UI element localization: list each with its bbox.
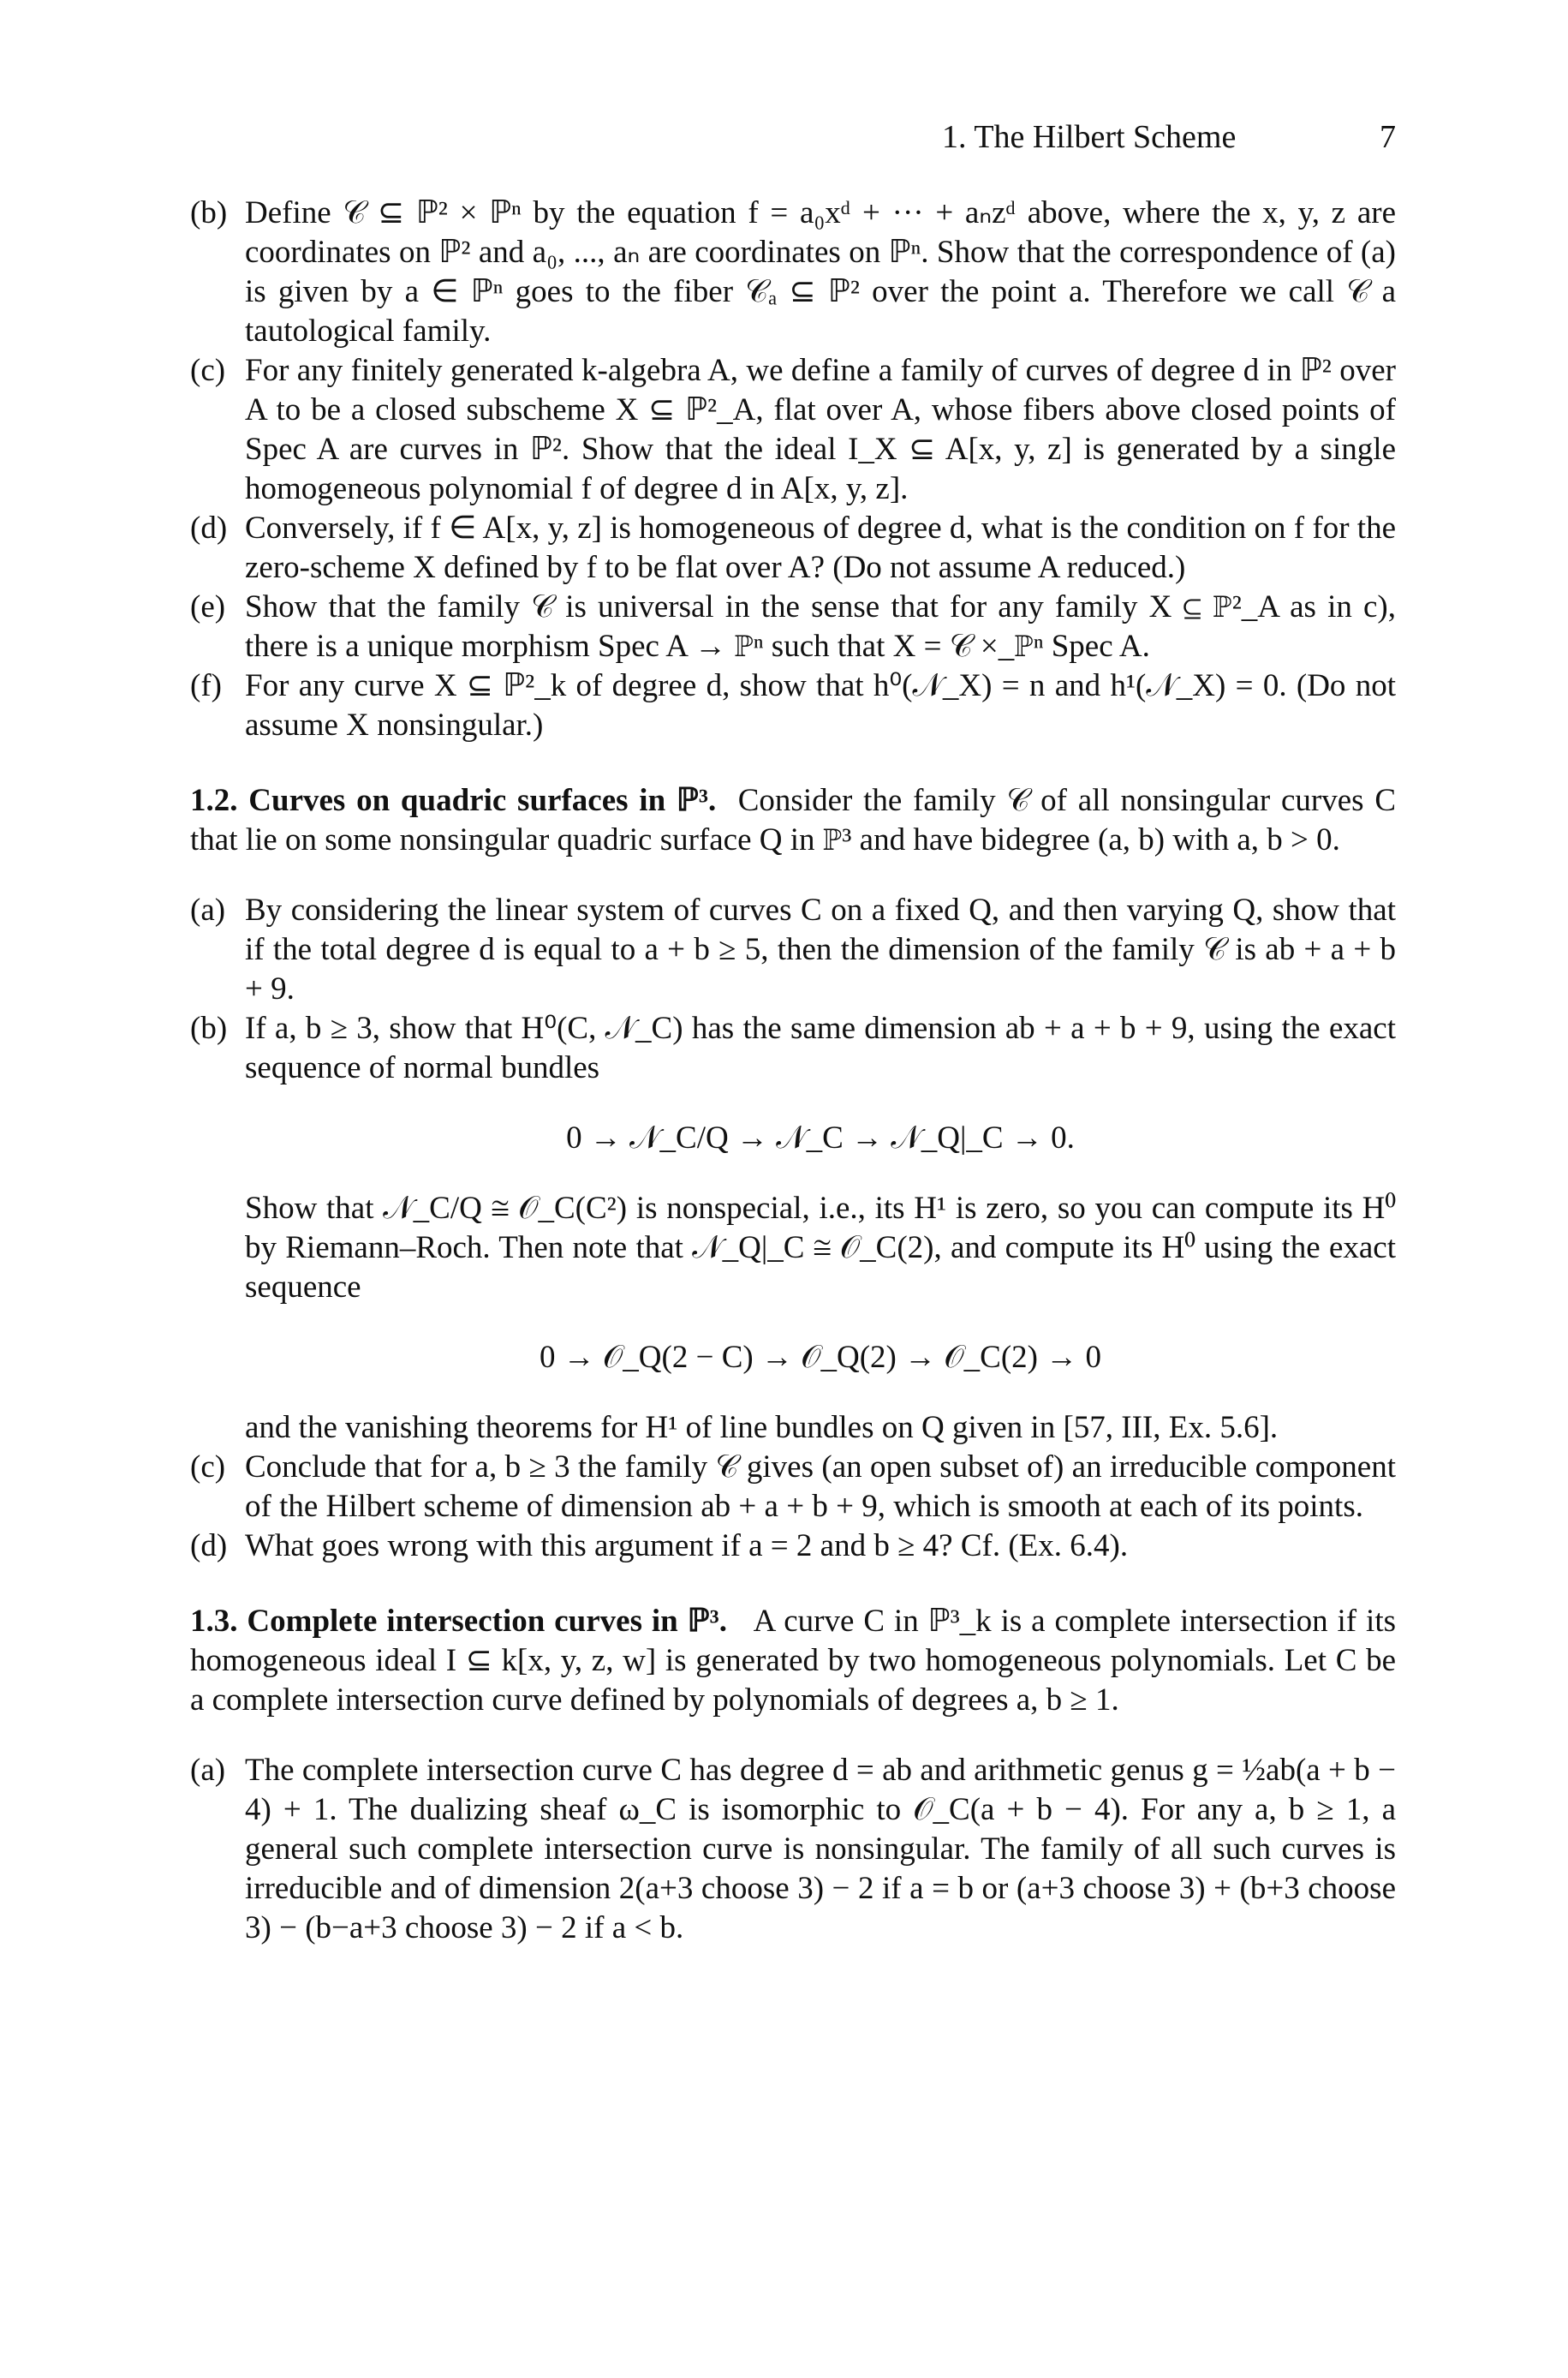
part-text: What goes wrong with this argument if a = 2 and b ≥ 4? Cf. (Ex. 6.4). <box>245 1528 1129 1563</box>
part-label: (c) <box>190 353 226 388</box>
exercise-1-1-part-f <box>190 666 1396 745</box>
page-number: 7 <box>1380 119 1396 155</box>
exercise-1-1-part-d <box>190 509 1396 588</box>
part-text: Define 𝒞 ⊆ ℙ² × ℙⁿ by the equation f = a₀xᵈ + ··· + aₙzᵈ above, where the x, y, z are coordinates on ℙ² and a₀, ..., aₙ are coordinates on ℙⁿ. Show that the correspondence of (a) is given by a ∈ ℙⁿ goes to the fiber 𝒞ₐ ⊆ ℙ² over the point a. Therefore we call 𝒞 a tautological family. <box>245 195 1396 349</box>
part-label: (d) <box>190 511 228 546</box>
part-label: (f) <box>190 668 222 703</box>
exercise-1-2-part-b-vanishing: and the vanishing theorems for H¹ of line bundles on Q given in [57, III, Ex. 5.6]. <box>245 1410 1279 1445</box>
exercise-1-2-part-b <box>190 1009 1396 1088</box>
exercise-1-2-part-d <box>190 1527 1396 1566</box>
part-label: (e) <box>190 589 226 624</box>
exercise-1-2-part-a <box>190 891 1396 1009</box>
chapter-title: 1. The Hilbert Scheme <box>942 119 1237 155</box>
exercise-1-1-part-c <box>190 351 1396 509</box>
exercise-1-2-part-b-continued: Show that 𝒩_C/Q ≅ 𝒪_C(C²) is nonspecial, i.e., its H¹ is zero, so you can compute its H⁰ by Riemann–Roch. Then note that 𝒩_Q|_C ≅ 𝒪_C(2), and compute its H⁰ using the exact sequence <box>245 1191 1396 1305</box>
exercise-1-3-intro <box>190 1602 1396 1720</box>
structure-sheaf-sequence: 0 → 𝒪_Q(2 − C) → 𝒪_Q(2) → 𝒪_C(2) → 0 <box>539 1340 1102 1375</box>
exercise-1-1-part-e <box>190 588 1396 666</box>
exercise-1-3-heading: 1.3. Complete intersection curves in ℙ³. <box>190 1604 727 1639</box>
exercise-1-2-part-c <box>190 1448 1396 1527</box>
running-header <box>942 118 1396 161</box>
part-label: (a) <box>190 893 226 928</box>
exercise-1-3-intro-text: A curve C in ℙ³_k is a complete intersection if its homogeneous ideal I ⊆ k[x, y, z, w] is generated by two homogeneous polynomials. Let C be a complete intersection curve defined by polynomials of degrees a, b ≥ 1. <box>190 1604 1396 1718</box>
exercise-1-1-part-b <box>190 194 1396 351</box>
page-body <box>190 194 1396 1948</box>
part-text: Show that the family 𝒞 is universal in the sense that for any family X ⊆ ℙ²_A as in c), there is a unique morphism Spec A → ℙⁿ such that X = 𝒞 ×_ℙⁿ Spec A. <box>245 589 1396 664</box>
part-label: (c) <box>190 1449 226 1485</box>
part-text: Conversely, if f ∈ A[x, y, z] is homogeneous of degree d, what is the condition on f for the zero-scheme X defined by f to be flat over A? (Do not assume A reduced.) <box>245 511 1396 585</box>
part-label: (b) <box>190 195 228 230</box>
exercise-1-2-intro-text: Consider the family 𝒞 of all nonsingular curves C that lie on some nonsingular quadric surface Q in ℙ³ and have bidegree (a, b) with a, b > 0. <box>190 783 1397 857</box>
part-text: If a, b ≥ 3, show that H⁰(C, 𝒩_C) has the same dimension ab + a + b + 9, using the exact sequence of normal bundles <box>245 1011 1396 1085</box>
part-text: Conclude that for a, b ≥ 3 the family 𝒞 gives (an open subset of) an irreducible component of the Hilbert scheme of dimension ab + a + b + 9, which is smooth at each of its points. <box>245 1449 1396 1524</box>
exercise-1-2-intro <box>190 781 1396 860</box>
part-label: (b) <box>190 1011 228 1046</box>
part-label: (d) <box>190 1528 228 1563</box>
part-label: (a) <box>190 1753 226 1788</box>
normal-bundle-sequence: 0 → 𝒩_C/Q → 𝒩_C → 𝒩_Q|_C → 0. <box>566 1120 1075 1156</box>
part-text: The complete intersection curve C has degree d = ab and arithmetic genus g = ½ab(a + b − 4) + 1. The dualizing sheaf ω_C is isomorphic to 𝒪_C(a + b − 4). For any a, b ≥ 1, a general such complete intersection curve is nonsingular. The family of all such curves is irreducible and of dimension 2(a+3 choose 3) − 2 if a = b or (a+3 choose 3) + (b+3 choose 3) − (b−a+3 choose 3) − 2 if a < b. <box>245 1753 1396 1945</box>
part-text: By considering the linear system of curves C on a fixed Q, and then varying Q, show that if the total degree d is equal to a + b ≥ 5, then the dimension of the family 𝒞 is ab + a + b + 9. <box>245 893 1396 1007</box>
exercise-1-2-heading: 1.2. Curves on quadric surfaces in ℙ³. <box>190 783 717 818</box>
part-text: For any curve X ⊆ ℙ²_k of degree d, show that h⁰(𝒩_X) = n and h¹(𝒩_X) = 0. (Do not assume X nonsingular.) <box>245 668 1396 743</box>
part-text: For any finitely generated k-algebra A, we define a family of curves of degree d in ℙ² over A to be a closed subscheme X ⊆ ℙ²_A, flat over A, whose fibers above closed points of Spec A are curves in ℙ². Show that the ideal I_X ⊆ A[x, y, z] is generated by a single homogeneous polynomial f of degree d in A[x, y, z]. <box>245 353 1396 506</box>
exercise-1-3-part-a <box>190 1751 1396 1948</box>
